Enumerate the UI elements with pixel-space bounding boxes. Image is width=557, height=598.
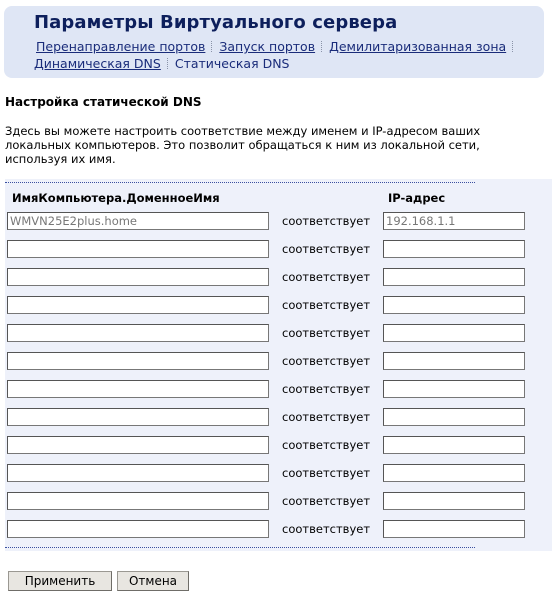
- ip-address-input[interactable]: [383, 324, 525, 342]
- hostname-input[interactable]: [7, 212, 269, 230]
- ip-address-input[interactable]: [383, 352, 525, 370]
- table-row: [0, 380, 557, 400]
- nav-separator: [321, 41, 323, 52]
- maps-to-label: соответствует: [282, 214, 371, 228]
- column-header-hostname: ИмяКомпьютера.ДоменноеИмя: [12, 191, 220, 205]
- nav-separator: [512, 41, 514, 52]
- maps-to-label: соответствует: [282, 438, 371, 452]
- hostname-input[interactable]: [7, 436, 269, 454]
- nav-link-dmz[interactable]: Демилитаризованная зона: [329, 39, 507, 54]
- apply-button[interactable]: Применить: [8, 571, 112, 591]
- maps-to-label: соответствует: [282, 522, 371, 536]
- page-title: Параметры Виртуального сервера: [34, 12, 398, 33]
- hostname-input[interactable]: [7, 380, 269, 398]
- ip-address-input[interactable]: [383, 380, 525, 398]
- hostname-input[interactable]: [7, 268, 269, 286]
- column-header-ip: IP-адрес: [388, 191, 446, 205]
- ip-address-input[interactable]: [383, 464, 525, 482]
- hostname-input[interactable]: [7, 296, 269, 314]
- nav-current-static-dns: Статическая DNS: [174, 56, 290, 71]
- maps-to-label: соответствует: [282, 326, 371, 340]
- ip-address-input[interactable]: [383, 240, 525, 258]
- maps-to-label: соответствует: [282, 242, 371, 256]
- table-row: [0, 464, 557, 484]
- maps-to-label: соответствует: [282, 494, 371, 508]
- section-title: Настройка статической DNS: [5, 95, 202, 109]
- nav-row-2: [34, 56, 289, 71]
- hostname-input[interactable]: [7, 520, 269, 538]
- hostname-input[interactable]: [7, 464, 269, 482]
- nav-separator: [211, 41, 213, 52]
- ip-address-input[interactable]: [383, 436, 525, 454]
- table-row: [0, 212, 557, 232]
- ip-address-input[interactable]: [383, 268, 525, 286]
- table-row: [0, 408, 557, 428]
- table-row: [0, 520, 557, 540]
- table-row: [0, 296, 557, 316]
- maps-to-label: соответствует: [282, 410, 371, 424]
- header-panel: [4, 6, 544, 78]
- ip-address-input[interactable]: [383, 408, 525, 426]
- table-row: [0, 436, 557, 456]
- nav-link-port-forwarding[interactable]: Перенаправление портов: [36, 39, 206, 54]
- hostname-input[interactable]: [7, 352, 269, 370]
- dotted-divider-top: [5, 182, 475, 183]
- nav-link-dynamic-dns[interactable]: Динамическая DNS: [34, 56, 161, 71]
- section-description: Здесь вы можете настроить соответствие между именем и IP-адресом ваших локальных компьютеров. Это позволит обращаться к ним из локальной сети, используя их имя.: [5, 124, 481, 166]
- hostname-input[interactable]: [7, 408, 269, 426]
- ip-address-input[interactable]: [383, 212, 525, 230]
- maps-to-label: соответствует: [282, 382, 371, 396]
- hostname-input[interactable]: [7, 240, 269, 258]
- ip-address-input[interactable]: [383, 492, 525, 510]
- table-row: [0, 240, 557, 260]
- nav-separator: [167, 58, 169, 69]
- table-row: [0, 492, 557, 512]
- ip-address-input[interactable]: [383, 520, 525, 538]
- nav-row-1: [36, 39, 520, 54]
- maps-to-label: соответствует: [282, 466, 371, 480]
- hostname-input[interactable]: [7, 492, 269, 510]
- table-row: [0, 268, 557, 288]
- hostname-input[interactable]: [7, 324, 269, 342]
- maps-to-label: соответствует: [282, 354, 371, 368]
- dotted-divider-bottom: [5, 547, 475, 548]
- nav-link-port-triggering[interactable]: Запуск портов: [219, 39, 316, 54]
- cancel-button[interactable]: Отмена: [117, 571, 189, 591]
- table-row: [0, 324, 557, 344]
- maps-to-label: соответствует: [282, 298, 371, 312]
- maps-to-label: соответствует: [282, 270, 371, 284]
- table-row: [0, 352, 557, 372]
- ip-address-input[interactable]: [383, 296, 525, 314]
